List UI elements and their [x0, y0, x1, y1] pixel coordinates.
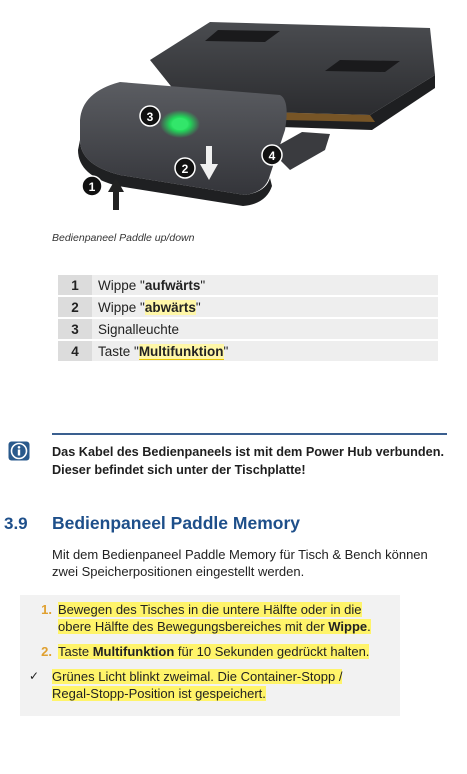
legend-number: 3 [58, 319, 92, 339]
legend-text: Wippe "aufwärts" [92, 275, 438, 295]
legend-row [58, 341, 438, 361]
step-item [20, 643, 400, 660]
legend-number: 1 [58, 275, 92, 295]
figure-caption: Bedienpaneel Paddle up/down [52, 232, 195, 244]
legend-row [58, 297, 438, 317]
legend-number: 2 [58, 297, 92, 317]
legend-text: Taste "Multifunktion" [92, 341, 438, 361]
legend-table [58, 273, 438, 363]
step-item [20, 601, 400, 635]
callout-1 [82, 176, 102, 196]
paddle-illustration [40, 0, 460, 220]
callout-2 [175, 158, 195, 178]
svg-text:2: 2 [181, 162, 189, 176]
legend-row [58, 319, 438, 339]
section-number: 3.9 [4, 514, 28, 533]
callout-4 [262, 145, 282, 165]
svg-text:1: 1 [88, 180, 96, 194]
step-result [20, 668, 400, 702]
step-text: Taste Multifunktion für 10 Sekunden gedrückt halten. [58, 644, 370, 659]
legend-text: Wippe "abwärts" [92, 297, 438, 317]
legend-text: Signalleuchte [92, 319, 438, 339]
info-divider [52, 433, 447, 435]
checkmark-icon: ✓ [28, 669, 40, 683]
legend-number: 4 [58, 341, 92, 361]
result-text: Grünes Licht blinkt zweimal. Die Container-Stopp / Regal-Stopp-Position ist gespeichert. [52, 669, 343, 701]
info-icon [8, 441, 30, 461]
legend-row [58, 275, 438, 295]
section-body: Mit dem Bedienpaneel Paddle Memory für Tisch & Bench können zwei Speicherpositionen eingestellt werden. [52, 547, 428, 579]
section-title: Bedienpaneel Paddle Memory [52, 513, 300, 533]
callout-3 [140, 106, 160, 126]
step-list [20, 595, 400, 716]
step-text: Bewegen des Tisches in die untere Hälfte oder in die obere Hälfte des Bewegungsbereiches mit der Wippe. [58, 602, 371, 634]
step-number: 2. [41, 644, 52, 659]
svg-text:4: 4 [268, 149, 276, 163]
step-number: 1. [41, 602, 52, 617]
info-note: Das Kabel des Bedienpaneels ist mit dem Power Hub verbunden. Dieser befindet sich unter der Tischplatte! [52, 445, 445, 477]
svg-text:3: 3 [146, 110, 154, 124]
